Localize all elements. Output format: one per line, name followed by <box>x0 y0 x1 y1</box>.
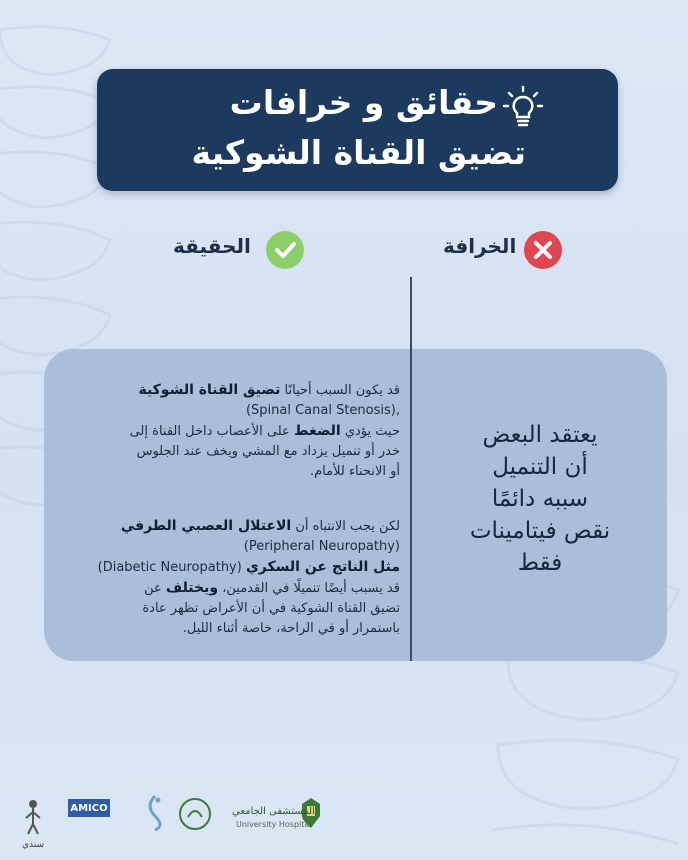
myth-line: نقص فيتامينات <box>469 518 611 544</box>
partner-emblem-icon <box>178 797 212 831</box>
myth-line: أن التنميل <box>492 454 588 480</box>
sindy-figure-icon <box>22 798 44 836</box>
title-line-1: حقائق و خرافات <box>229 83 498 122</box>
fact-line: قد يكون السبب أحيانًا تضيق القناة الشوكية <box>138 382 400 398</box>
lightbulb-icon <box>500 85 546 131</box>
column-divider <box>410 277 412 661</box>
fact-line: باستمرار أو في الراحة، خاصة أثناء الليل. <box>182 621 400 636</box>
amico-logo: AMICO <box>68 799 110 817</box>
sindy-logo-text: سندي <box>22 840 45 850</box>
fact-line: أو الانحناء للأمام. <box>309 464 400 479</box>
fact-column-label: الحقيقة <box>173 234 251 258</box>
university-hospital-logo-en: University Hospital <box>236 820 312 829</box>
fact-check-icon <box>264 229 306 271</box>
university-hospital-logo-text: المستشفى الجامعي <box>232 806 315 817</box>
fact-paragraph-1 <box>60 380 400 482</box>
myth-line: يعتقد البعض <box>482 422 598 448</box>
fact-line: مثل الناتج عن السكري (Diabetic Neuropathy) <box>97 559 400 575</box>
fact-line: قد يسبب أيضًا تنميلًا في القدمين، ويختلف عن <box>144 580 400 596</box>
title-line-2: تضيق القناة الشوكية <box>191 133 526 172</box>
title-banner <box>97 69 618 191</box>
fact-line-en: (Peripheral Neuropathy) <box>243 539 400 554</box>
fact-line: حيث يؤدي الضغط على الأعصاب داخل القناة إلى <box>129 423 400 439</box>
fact-line: لكن يجب الانتباه أن الاعتلال العصبي الطرفي <box>120 518 400 534</box>
myth-column-label: الخرافة <box>443 234 517 258</box>
medical-center-logo-icon <box>140 792 170 832</box>
fact-line: خدر أو تنميل يزداد مع المشي ويخف عند الجلوس <box>136 444 400 459</box>
myth-line: فقط <box>517 550 563 576</box>
fact-line: تضيق القناة الشوكية في أن الأعراض تظهر عادة <box>142 601 400 616</box>
myth-x-icon <box>522 229 564 271</box>
myth-line: سببه دائمًا <box>491 486 589 512</box>
fact-line-en: (Spinal Canal Stenosis), <box>245 403 400 418</box>
myth-statement <box>420 419 660 579</box>
fact-paragraph-2 <box>60 516 400 639</box>
